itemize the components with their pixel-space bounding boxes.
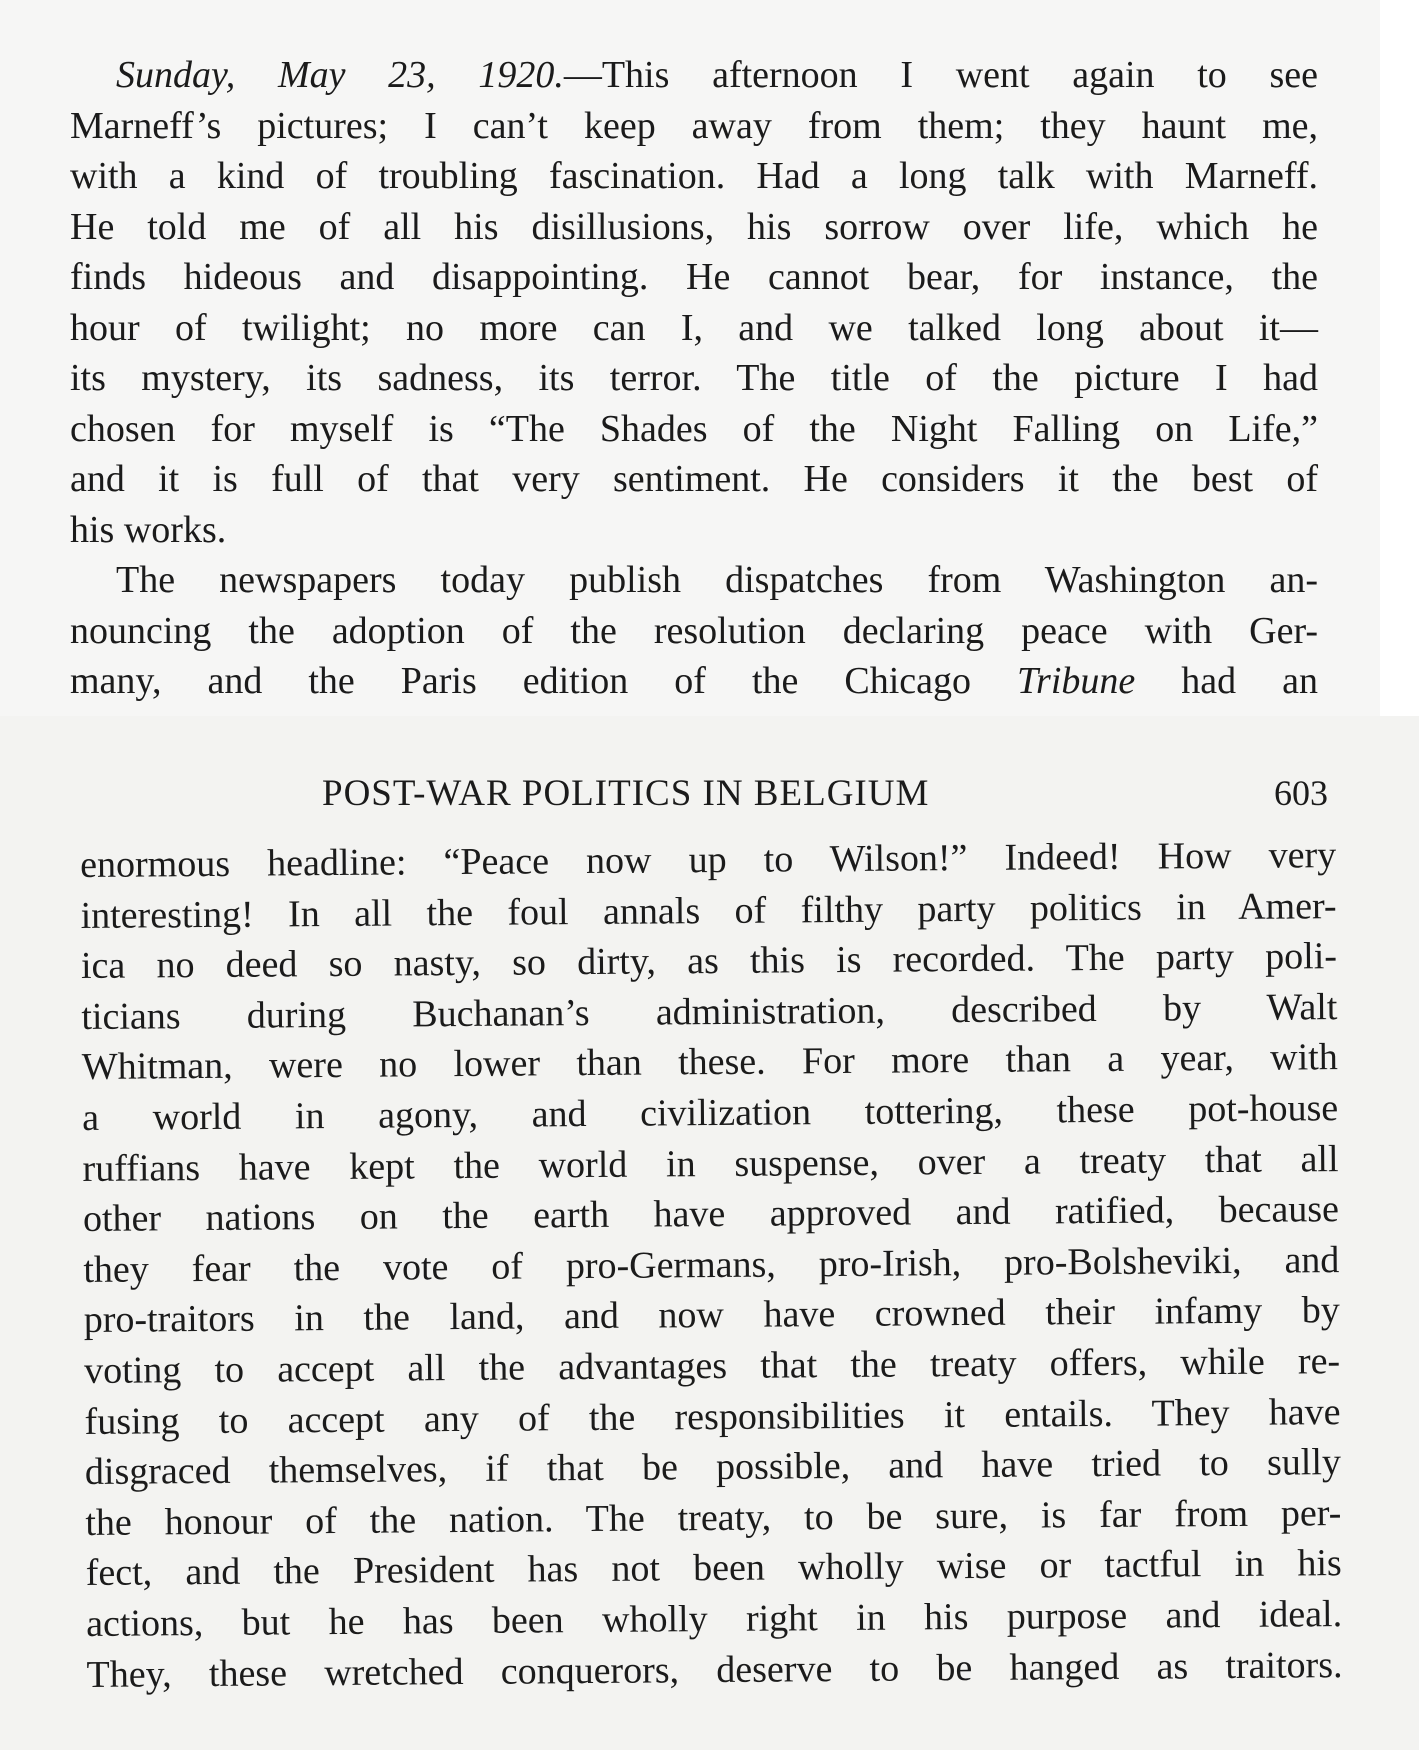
paragraph-line: actions, but he has been wholly right in his purpose and ideal. (85, 1593, 1343, 1645)
paragraph-line: Sunday, May 23, 1920.—This afternoon I went again to see (116, 54, 1318, 96)
page-number: 603 (1274, 773, 1328, 813)
newspaper-title: Tribune (1017, 660, 1136, 702)
paragraph-line: hour of twilight; no more can I, and we talked long about it— (70, 306, 1318, 349)
upper-page-text (70, 50, 1318, 707)
paragraph-line: the honour of the nation. The treaty, to be sure, is far from per- (85, 1491, 1342, 1544)
running-head-title: POST-WAR POLITICS IN BELGIUM (322, 773, 930, 814)
paragraph-line: pro-traitors in the land, and now have crowned their infamy by (83, 1289, 1340, 1342)
paragraph-line: ticians during Buchanan’s administration, described by Walt (81, 985, 1338, 1038)
paragraph-line: chosen for myself is “The Shades of the Night Falling on Life,” (70, 407, 1318, 450)
paragraph-line: The newspapers today publish dispatches from Washington an- (116, 559, 1318, 601)
paragraph-line: finds hideous and disappointing. He cannot bear, for instance, the (70, 256, 1318, 298)
paragraph-line: fusing to accept any of the responsibilities it entails. They have (84, 1390, 1341, 1443)
paragraph-line: Whitman, were no lower than these. For more than a year, with (81, 1036, 1338, 1089)
paragraph-line: ruffians have kept the world in suspense, over a treaty that all (82, 1137, 1339, 1190)
paragraph-line: Marneff’s pictures; I can’t keep away from them; they haunt me, (70, 104, 1318, 147)
paragraph-line: a world in agony, and civilization tottering, these pot-house (82, 1087, 1339, 1139)
paragraph-line: fect, and the President has not been wholly wise or tactful in his (85, 1542, 1342, 1595)
lower-page-text (80, 830, 1343, 1700)
paragraph-line: with a kind of troubling fascination. Had a long talk with Marneff. (70, 155, 1318, 197)
paragraph-line: interesting! In all the foul annals of filthy party politics in Amer- (80, 884, 1337, 937)
paragraph-line: They, these wretched conquerors, deserve to be hanged as traitors. (86, 1643, 1343, 1696)
page-margin-strip (1380, 0, 1419, 716)
paragraph-line: his works. (70, 508, 227, 551)
paragraph-line: He told me of all his disillusions, his sorrow over life, which he (70, 205, 1318, 248)
running-head (322, 772, 1328, 822)
paragraph-line: its mystery, its sadness, its terror. The title of the picture I had (70, 357, 1318, 399)
paragraph-line: voting to accept all the advantages that the treaty offers, while re- (84, 1340, 1341, 1392)
paragraph-line: disgraced themselves, if that be possible, and have tried to sully (84, 1441, 1342, 1494)
paragraph-line: they fear the vote of pro-Germans, pro-Irish, pro-Bolsheviki, and (83, 1238, 1340, 1291)
paragraph-line: and it is full of that very sentiment. He considers it the best of (70, 458, 1318, 500)
paragraph-line: other nations on the earth have approved and ratified, because (82, 1188, 1340, 1241)
paragraph-line: ica no deed so nasty, so dirty, as this is recorded. The party poli- (80, 935, 1338, 988)
diary-date: Sunday, May 23, 1920. (116, 54, 564, 96)
paragraph-line: nouncing the adoption of the resolution declaring peace with Ger- (70, 609, 1318, 652)
paragraph-line: enormous headline: “Peace now up to Wilson!” Indeed! How very (80, 834, 1337, 886)
paragraph-line: many, and the Paris edition of the Chicago Tribune had an (70, 660, 1319, 702)
